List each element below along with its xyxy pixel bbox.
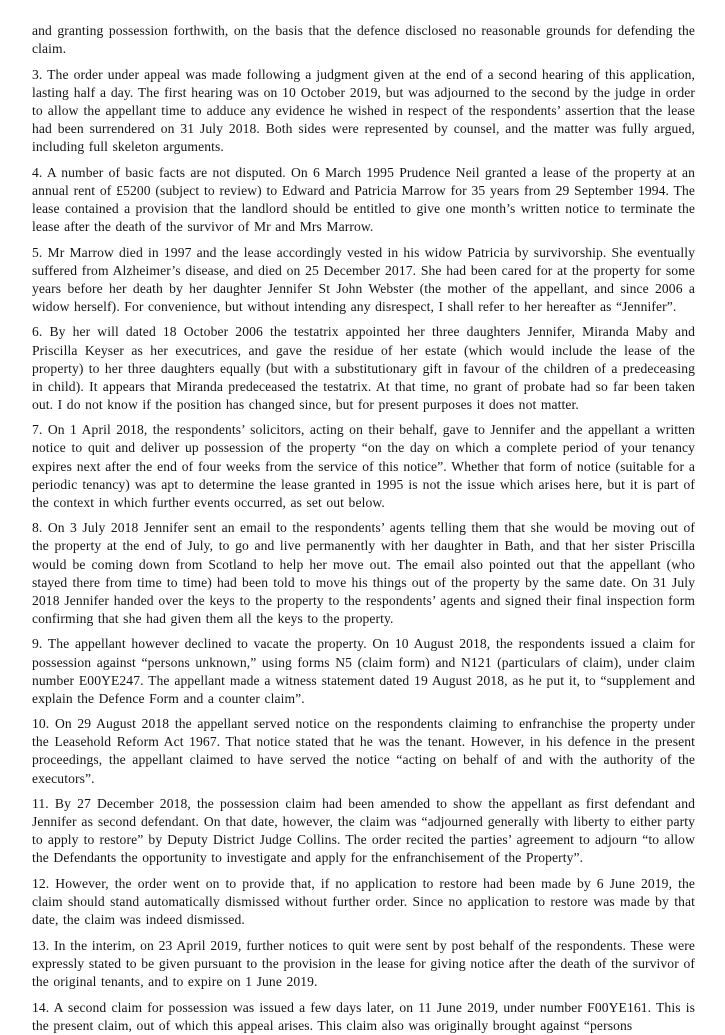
paragraph-9: 9. The appellant however declined to vacate the property. On 10 August 2018, the respondents issued a claim for possession against “persons unknown,” using forms N5 (claim form) and N121 (particulars of claim), under claim number E00YE247. The appellant made a witness statement dated 19 August 2018, as he put it, to “supplement and explain the Defence Form and a counter claim”. (32, 636, 695, 706)
paragraph-8: 8. On 3 July 2018 Jennifer sent an email to the respondents’ agents telling them that she would be moving out of the property at the end of July, to go and live permanently with her daughter in Bath, and that her sister Priscilla would be coming down from Scotland to help her move out. The email also pointed out that the appellant (who stayed there from time to time) had been told to move his things out of the property by the same date. On 31 July 2018 Jennifer handed over the keys to the property to the respondents’ agents and signed their final inspection form confirming that she had given them all the keys to the property. (32, 520, 695, 626)
paragraph-4: 4. A number of basic facts are not disputed. On 6 March 1995 Prudence Neil granted a lease of the property at an annual rent of £5200 (subject to review) to Edward and Patricia Marrow for 35 years from 29 September 1994. The lease contained a provision that the landlord should be entitled to give one month’s written notice to terminate the lease after the death of the survivor of Mr and Mrs Marrow. (32, 164, 695, 234)
paragraph-12: 12. However, the order went on to provide that, if no application to restore had been made by 6 June 2019, the claim should stand automatically dismissed without further order. Since no application to restore was made by that date, the claim was indeed dismissed. (32, 876, 695, 928)
paragraph-13: 13. In the interim, on 23 April 2019, further notices to quit were sent by post behalf of the respondents. These were expressly stated to be given pursuant to the provision in the lease for giving notice after the death of the survivor of the original tenants, and to expire on 1 June 2019. (32, 937, 695, 989)
paragraph-6: 6. By her will dated 18 October 2006 the testatrix appointed her three daughters Jennifer, Miranda Maby and Priscilla Keyser as her executrices, and gave the residue of her estate (which would include the lease of the property) to her three daughters equally (but with a substitutionary gift in favour of the children of a predeceasing in child). It appears that Miranda predeceased the testatrix. At that time, no grant of probate had so far been taken out. I do not know if the position has changed since, but for present purposes it does not matter. (32, 324, 695, 412)
paragraph-10: 10. On 29 August 2018 the appellant served notice on the respondents claiming to enfranchise the property under the Leasehold Reform Act 1967. That notice stated that he was the tenant. However, in his defence in the present proceedings, the appellant claimed to have served the notice “acting on behalf of and with the authority of the executors”. (32, 716, 695, 786)
paragraph-11: 11. By 27 December 2018, the possession claim had been amended to show the appellant as first defendant and Jennifer as second defendant. On that date, however, the claim was “adjourned generally with liberty to either party to apply to restore” by Deputy District Judge Collins. The order recited the parties’ agreement to adjourn “to allow the Defendants the opportunity to investigate and apply for the enfranchisement of the Property”. (32, 796, 695, 866)
paragraph-5: 5. Mr Marrow died in 1997 and the lease accordingly vested in his widow Patricia by survivorship. She eventually suffered from Alzheimer’s disease, and died on 25 December 2017. She had been cared for at the property for some years before her death by her daughter Jennifer St John Webster (the mother of the appellant, and since 2006 a widow herself). For convenience, but without intending any disrespect, I shall refer to her hereafter as “Jennifer”. (32, 244, 695, 314)
paragraph-7: 7. On 1 April 2018, the respondents’ solicitors, acting on their behalf, gave to Jennifer and the appellant a written notice to quit and deliver up possession of the property “on the day on which a complete period of your tenancy expires next after the end of four weeks from the service of this notice”. Whether that form of notice (suitable for a periodic tenancy) was apt to determine the lease granted in 1995 is not the issue which arises here, but it is part of the context in which further events occurred, as set out below. (32, 422, 695, 510)
paragraph-14: 14. A second claim for possession was issued a few days later, on 11 June 2019, under number F00YE161. This is the present claim, out of which this appeal arises. This claim also was originally brought against “persons (32, 999, 695, 1033)
paragraph-continuation: and granting possession forthwith, on the basis that the defence disclosed no reasonable grounds for defending the claim. (32, 23, 695, 57)
paragraph-3: 3. The order under appeal was made following a judgment given at the end of a second hearing of this application, lasting half a day. The first hearing was on 10 October 2019, but was adjourned to the second by the judge in order to allow the appellant time to adduce any evidence he wished in respect of the respondents’ assertion that the lease had been surrendered on 31 July 2018. Both sides were represented by counsel, and the matter was fully argued, including full skeleton arguments. (32, 66, 695, 155)
